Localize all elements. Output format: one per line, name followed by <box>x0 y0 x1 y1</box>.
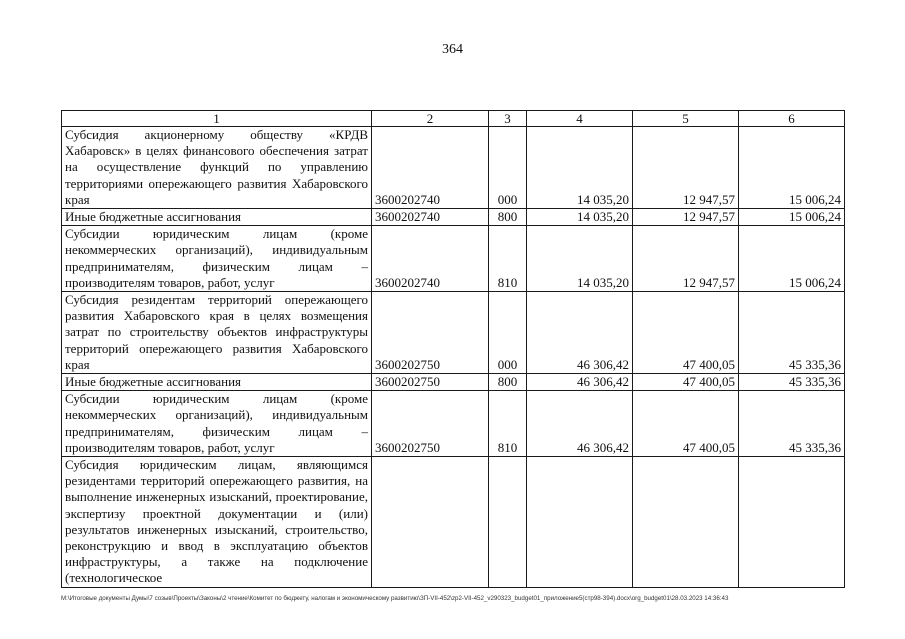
row-value-6: 15 006,24 <box>739 209 845 226</box>
row-value-5: 47 400,05 <box>633 374 739 391</box>
row-value-5: 12 947,57 <box>633 127 739 209</box>
row-code: 3600202740 <box>372 127 489 209</box>
row-value-5: 47 400,05 <box>633 292 739 374</box>
row-value-6: 45 335,36 <box>739 374 845 391</box>
column-header: 6 <box>739 111 845 127</box>
page-number: 364 <box>442 42 463 57</box>
column-header: 1 <box>62 111 372 127</box>
row-value-4 <box>527 457 633 588</box>
row-name: Субсидия юридическим лицам, являющимся резидентами территорий опережающего развития, на выполнение инженерных изысканий, проектирование, экспертизу проектной документации и (или) результатов инженерных изысканий, строительство, реконструкцию и ввод в эксплуатацию объектов инфраструктуры, а также на подключение (технологическое <box>62 457 372 588</box>
column-header: 5 <box>633 111 739 127</box>
row-vr: 000 <box>489 127 527 209</box>
row-code: 3600202750 <box>372 374 489 391</box>
table-row <box>62 457 845 588</box>
footer-file-path: M:\Итоговые документы Думы\7 созыв\Проекты\Законы\2 чтение\Комитет по бюджету, налогам и экономическому развитию\ЗП-VII-452\zp2-VII-452_v290323_budget01_приложение5(стр98-394).docx\org_budget01\28.03.2023 14:36:43 <box>61 595 729 602</box>
row-code: 3600202740 <box>372 226 489 292</box>
row-name: Субсидия резидентам территорий опережающего развития Хабаровского края в целях возмещения затрат по строительству объектов инфраструктуры территорий опережающего развития Хабаровского края <box>62 292 372 374</box>
row-value-6: 15 006,24 <box>739 127 845 209</box>
row-name: Иные бюджетные ассигнования <box>62 209 372 226</box>
row-value-6: 15 006,24 <box>739 226 845 292</box>
row-code: 3600202750 <box>372 292 489 374</box>
row-value-5: 12 947,57 <box>633 209 739 226</box>
row-value-5: 47 400,05 <box>633 391 739 457</box>
column-header: 2 <box>372 111 489 127</box>
table-row <box>62 209 845 226</box>
column-header: 3 <box>489 111 527 127</box>
row-value-6: 45 335,36 <box>739 391 845 457</box>
row-vr: 810 <box>489 391 527 457</box>
row-value-6: 45 335,36 <box>739 292 845 374</box>
row-value-6 <box>739 457 845 588</box>
table-row <box>62 292 845 374</box>
row-value-5 <box>633 457 739 588</box>
budget-table <box>61 110 845 588</box>
table-row <box>62 226 845 292</box>
table-row <box>62 374 845 391</box>
row-value-4: 46 306,42 <box>527 391 633 457</box>
row-value-4: 14 035,20 <box>527 127 633 209</box>
row-code <box>372 457 489 588</box>
row-vr <box>489 457 527 588</box>
row-name: Субсидии юридическим лицам (кроме некоммерческих организаций), индивидуальным предпринимателям, физическим лицам – производителям товаров, работ, услуг <box>62 391 372 457</box>
row-value-5: 12 947,57 <box>633 226 739 292</box>
row-vr: 000 <box>489 292 527 374</box>
row-vr: 800 <box>489 374 527 391</box>
table-header-row <box>62 111 845 127</box>
row-vr: 810 <box>489 226 527 292</box>
row-code: 3600202740 <box>372 209 489 226</box>
row-value-4: 46 306,42 <box>527 374 633 391</box>
row-name: Субсидии юридическим лицам (кроме некоммерческих организаций), индивидуальным предпринимателям, физическим лицам – производителям товаров, работ, услуг <box>62 226 372 292</box>
table-row <box>62 391 845 457</box>
row-name: Субсидия акционерному обществу «КРДВ Хабаровск» в целях финансового обеспечения затрат на осуществление функций по управлению территориями опережающего развития Хабаровского края <box>62 127 372 209</box>
row-code: 3600202750 <box>372 391 489 457</box>
row-value-4: 14 035,20 <box>527 209 633 226</box>
column-header: 4 <box>527 111 633 127</box>
row-name: Иные бюджетные ассигнования <box>62 374 372 391</box>
row-vr: 800 <box>489 209 527 226</box>
row-value-4: 46 306,42 <box>527 292 633 374</box>
row-value-4: 14 035,20 <box>527 226 633 292</box>
table-row <box>62 127 845 209</box>
